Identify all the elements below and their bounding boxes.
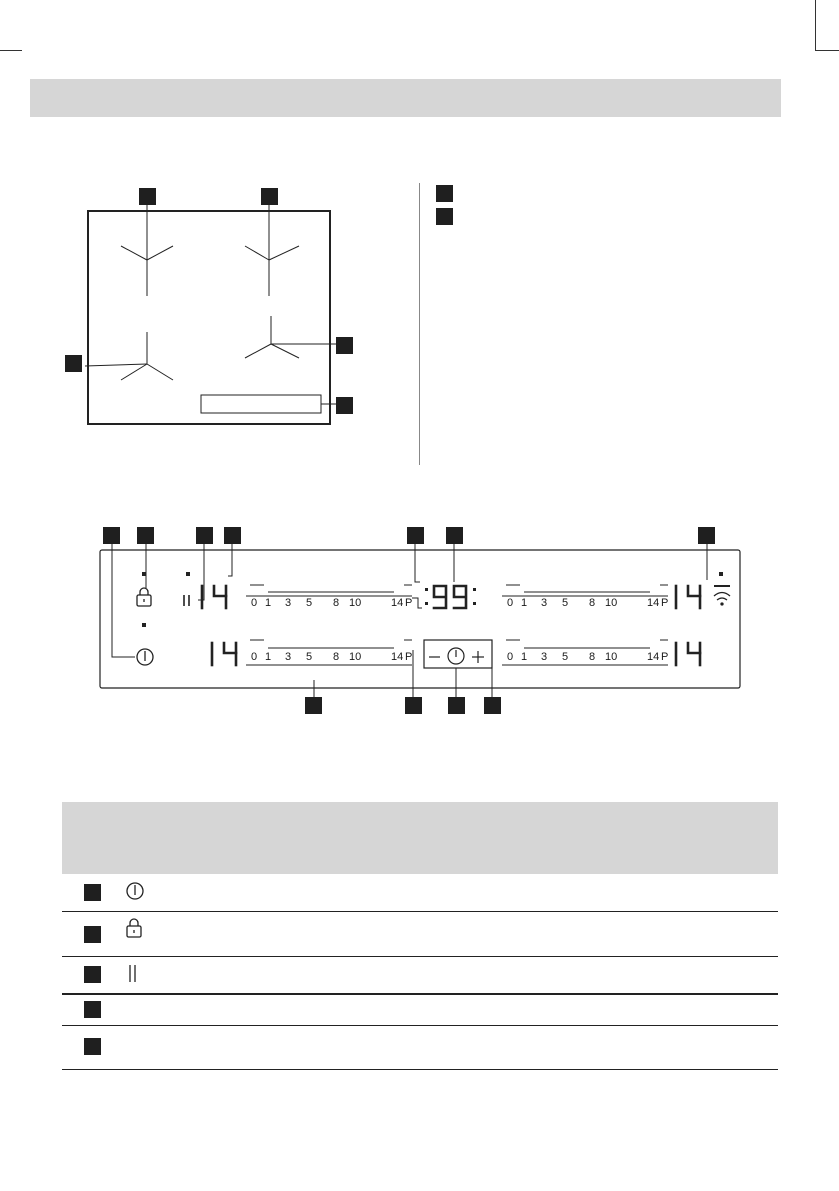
zone-display-bottom-right [676, 643, 700, 665]
timer-display [425, 586, 476, 608]
callout-bottom-1 [305, 697, 322, 714]
zone-display-top-left [202, 586, 226, 608]
scale-tick-label: P [405, 597, 413, 609]
callout-4 [336, 337, 353, 354]
control-panel-diagram [90, 520, 750, 720]
table-divider [62, 911, 778, 912]
table-divider [62, 1025, 778, 1026]
scale-tick-label: 1 [521, 651, 528, 663]
scale-tick-label: 10 [349, 597, 362, 609]
cooking-zone-rear-right [245, 316, 338, 358]
cooking-zone-front-left [121, 200, 173, 296]
lock-icon [124, 918, 144, 940]
table-header [62, 802, 778, 874]
scale-tick-label: 3 [541, 651, 548, 663]
callout-bottom-3 [448, 697, 465, 714]
scale-tick-label: 0 [251, 651, 258, 663]
timer-controls [424, 640, 492, 668]
power-icon [137, 649, 153, 665]
corner-mark [0, 50, 22, 51]
scale-tick-label: 5 [306, 651, 313, 663]
zone-display-top-right [676, 586, 700, 608]
scale-tick-label: 5 [562, 651, 569, 663]
table-divider [62, 993, 778, 995]
scale-tick-label: 8 [333, 651, 340, 663]
indicator-dot [186, 572, 190, 576]
scale-tick-label: 10 [605, 651, 618, 663]
callout-top-1 [103, 527, 120, 544]
table-row-2-marker [84, 926, 101, 943]
scale-tick-label: 14 [647, 597, 660, 609]
scale-tick-label: 1 [265, 597, 272, 609]
pause-icon [184, 595, 189, 606]
corner-mark [815, 0, 816, 50]
power-slider-top-right [502, 585, 668, 596]
legend-marker-2 [436, 208, 453, 225]
callout-top-5 [407, 527, 424, 544]
scale-tick-label: 3 [285, 651, 292, 663]
scale-tick-label: 0 [507, 651, 514, 663]
table-row-1-marker [84, 884, 101, 901]
scale-tick-label: 10 [349, 651, 362, 663]
hob-diagram [55, 180, 365, 440]
table-divider [62, 1069, 778, 1070]
table-row-5-marker [84, 1038, 101, 1055]
column-divider [419, 183, 420, 465]
scale-tick-label: 0 [507, 597, 514, 609]
scale-tick-label: 8 [589, 597, 596, 609]
control-panel-outline [201, 395, 321, 413]
callout-bottom-2 [405, 697, 422, 714]
table-row-3-marker [84, 966, 101, 983]
scale-tick-label: 14 [391, 597, 404, 609]
power-icon [124, 880, 146, 902]
scale-tick-label: P [661, 597, 669, 609]
scale-tick-label: 5 [306, 597, 313, 609]
indicator-dot [142, 572, 146, 576]
lock-icon [137, 588, 151, 606]
wifi-icon [714, 586, 730, 605]
scale-tick-label: 1 [521, 597, 528, 609]
scale-tick-label: 3 [541, 597, 548, 609]
zone-display-bottom-left [212, 643, 236, 665]
table-row-4-marker [84, 1001, 101, 1018]
scale-tick-label: 14 [647, 651, 660, 663]
callout-bottom-4 [484, 697, 501, 714]
scale-tick-label: 10 [605, 597, 618, 609]
scale-tick-label: 8 [589, 651, 596, 663]
callout-2 [261, 188, 278, 205]
pause-icon [126, 962, 140, 986]
scale-tick-label: 1 [265, 651, 272, 663]
callout-top-7 [698, 527, 715, 544]
callout-5 [336, 397, 353, 414]
scale-tick-label: P [661, 651, 669, 663]
table-divider [62, 956, 778, 957]
scale-tick-label: P [405, 651, 413, 663]
indicator-dot [719, 572, 723, 576]
corner-mark [815, 50, 839, 51]
scale-tick-label: 5 [562, 597, 569, 609]
callout-top-4 [224, 527, 241, 544]
legend-marker-1 [436, 185, 453, 202]
scale-tick-label: 14 [391, 651, 404, 663]
callout-top-6 [446, 527, 463, 544]
callout-top-3 [196, 527, 213, 544]
callout-1 [139, 188, 156, 205]
indicator-dot [142, 623, 146, 627]
cooking-zone-rear-left [245, 200, 299, 296]
hob-outline [88, 211, 330, 424]
cooking-zone-front-right [85, 332, 173, 380]
panel-outline [100, 550, 740, 688]
scale-tick-label: 3 [285, 597, 292, 609]
scale-tick-label: 8 [333, 597, 340, 609]
section-header-bar [30, 79, 781, 117]
callout-top-2 [137, 527, 154, 544]
callout-3 [65, 355, 82, 372]
scale-tick-label: 0 [251, 597, 258, 609]
